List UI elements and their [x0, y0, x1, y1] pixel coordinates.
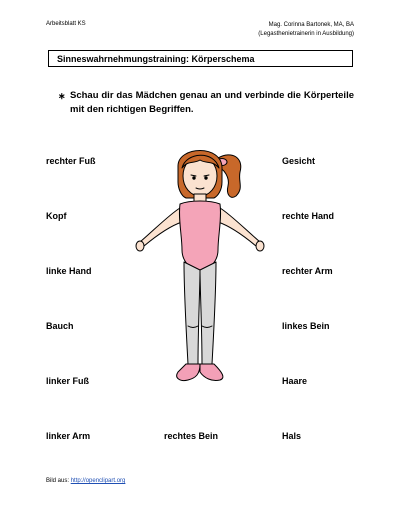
label-left-6: linker Arm [46, 431, 91, 441]
label-right-2: rechte Hand [282, 211, 335, 221]
right-arm [139, 208, 182, 247]
page-title: Sinneswahrnehmungstraining: Körperschema [48, 50, 353, 67]
footer-link[interactable]: http://openclipart.org [70, 478, 126, 484]
bullet-icon: ∗ [58, 91, 66, 101]
right-foot [177, 364, 200, 381]
leotard [179, 201, 220, 270]
instruction-text: Schau dir das Mädchen genau an und verbinde die Körperteile mit den richtigen Begriffen. [70, 90, 354, 115]
left-foot [200, 364, 223, 381]
label-left-3: linke Hand [46, 266, 92, 276]
label-right-3: rechter Arm [282, 266, 333, 276]
left-arm [218, 208, 261, 247]
header-left: Arbeitsblatt KS [46, 21, 86, 27]
label-right-4: linkes Bein [282, 321, 330, 331]
label-right-1: Gesicht [282, 156, 316, 166]
footer-prefix: Bild aus: [46, 478, 71, 484]
header-author: Mag. Corinna Bartonek, MA, BA [268, 22, 354, 28]
instruction [58, 89, 354, 117]
left-hand [256, 241, 264, 251]
header-role: (Legasthenietrainerin in Ausbildung) [258, 31, 354, 37]
header-right [258, 21, 354, 39]
label-right-5: Haare [282, 376, 308, 386]
left-leg [200, 262, 216, 364]
label-left-4: Bauch [46, 321, 74, 331]
footer [46, 478, 125, 484]
label-left-2: Kopf [46, 211, 67, 221]
label-center-1: rechtes Bein [164, 431, 219, 441]
label-left-1: rechter Fuß [46, 156, 96, 166]
label-right-6: Hals [282, 431, 302, 441]
right-hand [136, 241, 144, 251]
right-leg [184, 262, 200, 364]
girl-illustration [134, 138, 266, 396]
label-left-5: linker Fuß [46, 376, 90, 386]
